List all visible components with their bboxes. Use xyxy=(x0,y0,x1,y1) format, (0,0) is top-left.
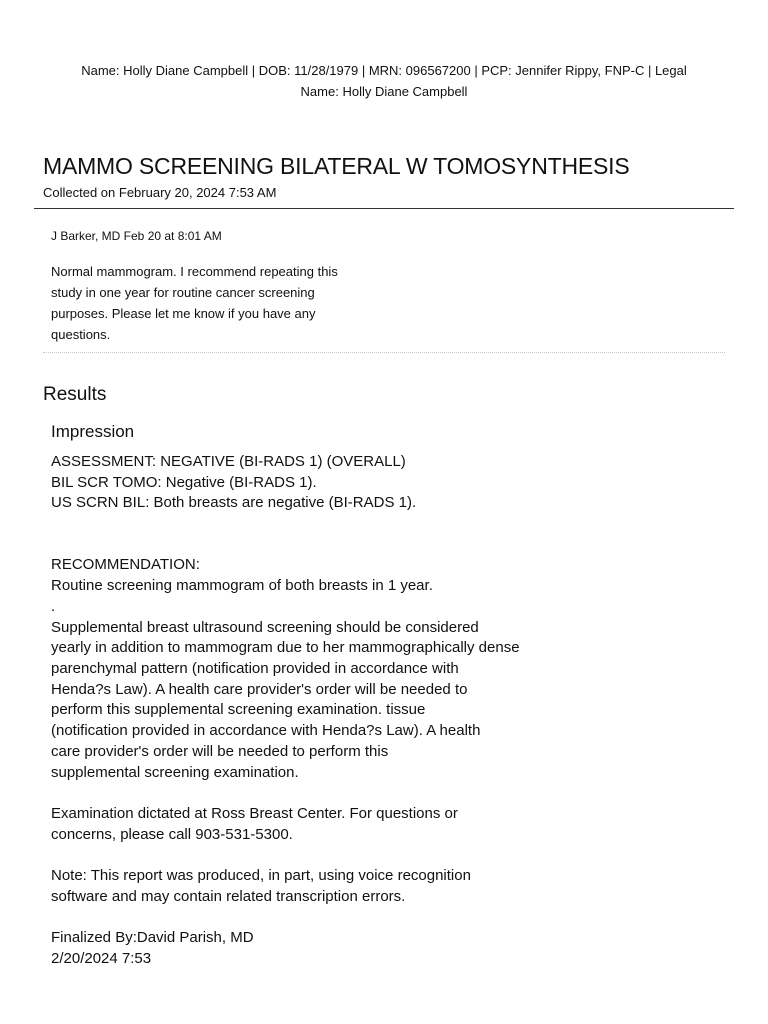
impression-line xyxy=(51,907,651,928)
impression-line: Routine screening mammogram of both breasts in 1 year. xyxy=(51,577,433,595)
comment-line: study in one year for routine cancer screening xyxy=(51,285,315,300)
impression-line: Supplemental breast ultrasound screening should be considered xyxy=(51,618,479,636)
patient-header-line-1: Name: Holly Diane Campbell | DOB: 11/28/1979 | MRN: 096567200 | PCP: Jennifer Rippy, FNP-C | Legal xyxy=(81,63,687,78)
collected-date: Collected on February 20, 2024 7:53 AM xyxy=(43,185,277,200)
impression-line: parenchymal pattern (notification provided in accordance with xyxy=(51,660,459,677)
impression-line xyxy=(51,845,651,866)
impression-line: BIL SCR TOMO: Negative (BI-RADS 1). xyxy=(51,473,317,491)
comment-line: questions. xyxy=(51,327,111,342)
impression-line: ASSESSMENT: NEGATIVE (BI-RADS 1) (OVERALL) xyxy=(51,453,406,470)
patient-header xyxy=(40,60,728,102)
impression-line: concerns, please call 903-531-5300. xyxy=(51,825,293,843)
impression-line: (notification provided in accordance with Henda?s Law). A health xyxy=(51,722,481,740)
comment-author-time: J Barker, MD Feb 20 at 8:01 AM xyxy=(51,229,222,243)
impression-line: 2/20/2024 7:53 xyxy=(51,949,152,967)
results-heading: Results xyxy=(43,384,107,405)
comment-line: Normal mammogram. I recommend repeating this xyxy=(51,264,338,279)
impression-heading: Impression xyxy=(51,422,135,441)
patient-header-line-2: Name: Holly Diane Campbell xyxy=(300,84,468,99)
comment-line: purposes. Please let me know if you have any xyxy=(51,306,316,321)
impression-line: supplemental screening examination. xyxy=(51,763,299,781)
impression-line xyxy=(51,514,651,535)
impression-line: Note: This report was produced, in part, using voice recognition xyxy=(51,867,471,884)
impression-line: care provider's order will be needed to perform this xyxy=(51,742,389,760)
impression-line: software and may contain related transcription errors. xyxy=(51,887,406,905)
impression-line: Finalized By:David Parish, MD xyxy=(51,929,254,947)
comment-divider xyxy=(43,352,725,353)
impression-line xyxy=(51,783,651,804)
impression-line: RECOMMENDATION: xyxy=(51,556,200,574)
impression-line: . xyxy=(51,597,56,615)
report-title: MAMMO SCREENING BILATERAL W TOMOSYNTHESIS xyxy=(43,153,630,179)
impression-text xyxy=(51,452,651,970)
impression-line: Henda?s Law). A health care provider's order will be needed to xyxy=(51,680,468,698)
impression-line xyxy=(51,535,651,556)
impression-line: Examination dictated at Ross Breast Center. For questions or xyxy=(51,804,458,822)
impression-line: perform this supplemental screening examination. tissue xyxy=(51,701,426,719)
impression-line: yearly in addition to mammogram due to her mammographically dense xyxy=(51,639,520,657)
header-divider xyxy=(34,208,734,209)
impression-line: US SCRN BIL: Both breasts are negative (BI-RADS 1). xyxy=(51,494,417,512)
comment-body xyxy=(51,261,391,345)
